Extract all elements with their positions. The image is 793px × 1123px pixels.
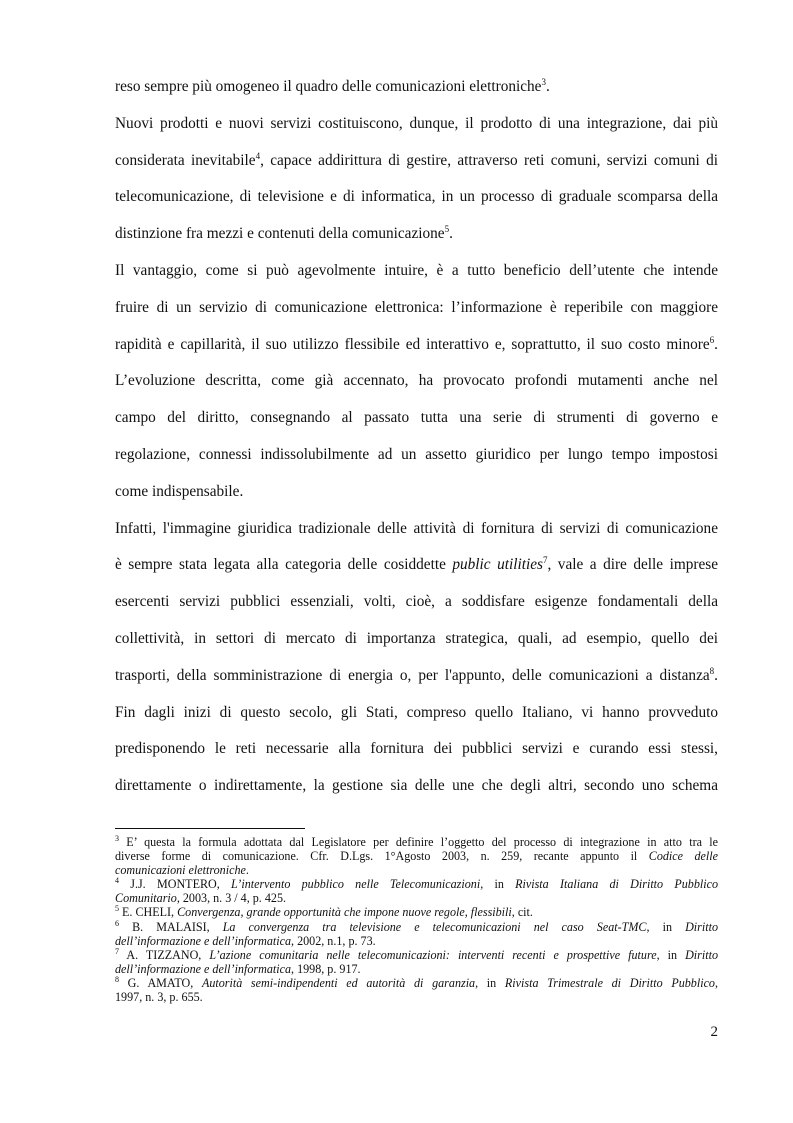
footnote-6: $^6$ B. MALAISI, La convergenza tra televisione e telecomunicazioni nel caso Seat-TMC, in Diritto xyxy=(115,919,718,934)
footnotes xyxy=(115,835,718,1004)
footnote-line: dell’informazione e dell’informatica, 1998, p. 917. xyxy=(115,961,361,976)
footnote-ref[interactable]: 8 xyxy=(709,665,715,676)
footnote-8: $^8$ G. AMATO, Autorità semi-indipendenti ed autorità di garanzia, in Rivista Trimestrale di Diritto Pubblico, xyxy=(115,975,718,990)
body-line: trasporti, della somministrazione di energia o, per l'appunto, delle comunicazioni a distanza$^8$. xyxy=(115,665,718,684)
body-line: campo del diritto, consegnando al passato tutta una serie di strumenti di governo e xyxy=(115,409,718,427)
body-line: esercenti servizi pubblici essenziali, volti, cioè, a soddisfare esigenze fondamentali della xyxy=(115,593,718,611)
body-line: reso sempre più omogeneo il quadro delle comunicazioni elettroniche$^3$. xyxy=(115,76,550,95)
footnote-line: comunicazioni elettroniche. xyxy=(115,863,249,878)
footnote-3: $^3$ E’ questa la formula adottata dal Legislatore per definire l’oggetto del processo di integrazione in atto tra le xyxy=(115,835,718,849)
body-line: predisponendo le reti necessarie alla fornitura dei pubblici servizi e curando essi stessi, xyxy=(115,740,718,758)
body-line: Nuovi prodotti e nuovi servizi costituiscono, dunque, il prodotto di una integrazione, dai più xyxy=(115,114,718,132)
body-line: Infatti, l'immagine giuridica tradizionale delle attività di fornitura di servizi di comunicazione xyxy=(115,519,718,537)
footnote-ref[interactable]: 6 xyxy=(709,334,715,345)
body-line: Fin dagli inizi di questo secolo, gli Stati, compreso quello Italiano, vi hanno provveduto xyxy=(115,703,718,721)
body-line: direttamente o indirettamente, la gestione sia delle une che degli altri, secondo uno schema xyxy=(115,777,718,795)
body-text xyxy=(115,69,718,805)
page-number: 2 xyxy=(710,1024,718,1040)
footnote-line: 1997, n. 3, p. 655. xyxy=(115,990,203,1005)
body-line: considerata inevitabile$^4$, capace addirittura di gestire, attraverso reti comuni, servizi comuni di xyxy=(115,150,718,169)
footnote-ref[interactable]: 7 xyxy=(542,555,548,566)
body-line: Il vantaggio, come si può agevolmente intuire, è a tutto beneficio dell’utente che intende xyxy=(115,261,718,279)
body-line: collettività, in settori di mercato di importanza strategica, quali, ad esempio, quello dei xyxy=(115,629,718,647)
body-line: regolazione, connessi indissolubilmente ad un assetto giuridico per lungo tempo impostosi xyxy=(115,445,718,463)
footnote-separator xyxy=(115,828,305,829)
footnote-line: diverse forme di comunicazione. Cfr. D.Lgs. 1°Agosto 2003, n. 259, recante appunto il Codice delle xyxy=(115,849,718,864)
footnote-7: $^7$ A. TIZZANO, L’azione comunitaria nelle telecomunicazioni: interventi recenti e prospettive future, in Diritto xyxy=(115,947,718,962)
body-line: distinzione fra mezzi e contenuti della comunicazione$^5$. xyxy=(115,224,453,243)
body-line: rapidità e capillarità, il suo utilizzo flessibile ed interattivo e, soprattutto, il suo costo minore$^6$. xyxy=(115,334,718,353)
body-line: fruire di un servizio di comunicazione elettronica: l’informazione è reperibile con maggiore xyxy=(115,298,718,316)
body-line: come indispensabile. xyxy=(115,482,244,500)
body-line: telecomunicazione, di televisione e di informatica, in un processo di graduale scomparsa della xyxy=(115,188,718,206)
footnote-line: dell’informazione e dell’informatica, 2002, n.1, p. 73. xyxy=(115,933,376,948)
footnote-ref[interactable]: 5 xyxy=(444,224,450,235)
document-page xyxy=(115,0,718,1123)
footnote-ref[interactable]: 3 xyxy=(541,76,546,87)
footnote-5: $^5$ E. CHELI, Convergenza, grande opportunità che impone nuove regole, flessibili, cit. xyxy=(115,905,533,920)
footnote-4: $^4$ J.J. MONTERO, L’intervento pubblico nelle Telecomunicazioni, in Rivista Italiana di Diritto Pubblico xyxy=(115,877,718,892)
footnote-ref[interactable]: 4 xyxy=(255,150,261,161)
body-line: è sempre stata legata alla categoria delle cosiddette public utilities$^7$, vale a dire delle imprese xyxy=(115,555,718,574)
body-line: L’evoluzione descritta, come già accennato, ha provocato profondi mutamenti anche nel xyxy=(115,372,718,390)
footnote-line: Comunitario, 2003, n. 3 / 4, p. 425. xyxy=(115,891,287,906)
